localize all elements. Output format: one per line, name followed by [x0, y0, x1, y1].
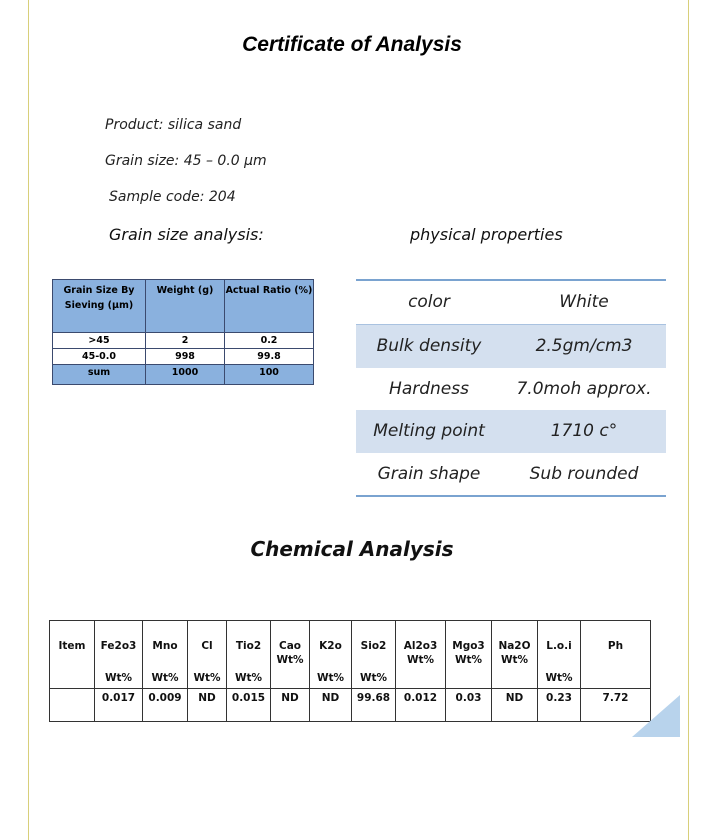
chem-col-header: Sio2: [352, 621, 396, 668]
property-row: [356, 325, 666, 368]
chem-value-cell: ND: [188, 688, 227, 721]
chem-value-cell: 0.009: [143, 688, 188, 721]
grain-cell: 998: [146, 349, 225, 365]
property-name: Grain shape: [377, 464, 481, 484]
chem-col-header: Mno: [143, 621, 188, 668]
chem-unit-cell: [271, 668, 310, 689]
chem-item-header: Item: [50, 621, 95, 668]
chemical-analysis-title: Chemical Analysis: [250, 537, 454, 561]
chem-value-cell: 0.03: [446, 688, 492, 721]
property-value: 1710 c°: [550, 421, 618, 441]
grain-analysis-label: Grain size analysis:: [109, 225, 264, 244]
grain-table-row: [53, 333, 314, 349]
chemical-analysis-table: [49, 620, 651, 722]
grain-table-sum-row: [53, 365, 314, 385]
property-row: [356, 281, 666, 324]
property-row: [356, 453, 666, 496]
grain-size-table: [52, 279, 314, 385]
grain-cell: 45-0.0: [53, 349, 146, 365]
chem-unit-cell: [446, 668, 492, 689]
grain-cell: sum: [53, 365, 146, 385]
chem-value-cell: ND: [492, 688, 538, 721]
chem-col-header: Ph: [581, 621, 651, 668]
sample-code-line: Sample code: 204: [109, 189, 236, 205]
chem-unit-cell: [396, 668, 446, 689]
property-value: Sub rounded: [529, 464, 639, 484]
chem-col-header: Cl: [188, 621, 227, 668]
grain-size-line: Grain size: 45 – 0.0 μm: [105, 153, 267, 169]
chem-unit-cell: Wt%: [227, 668, 271, 689]
chem-value-row: [50, 688, 651, 721]
chem-col-header: K2o: [310, 621, 352, 668]
grain-cell: 2: [146, 333, 225, 349]
chem-col-header: Mgo3 Wt%: [446, 621, 492, 668]
chem-value-cell: 0.015: [227, 688, 271, 721]
chem-unit-cell: Wt%: [143, 668, 188, 689]
grain-cell: 1000: [146, 365, 225, 385]
chem-unit-row: [50, 668, 651, 689]
chem-unit-cell: Wt%: [188, 668, 227, 689]
property-name: color: [408, 292, 450, 312]
property-value: White: [559, 292, 609, 312]
property-row: [356, 368, 666, 411]
chem-header-row: [50, 621, 651, 668]
chem-col-header: Fe2o3: [95, 621, 143, 668]
property-value: 2.5gm/cm3: [535, 336, 633, 356]
corner-triangle-decoration: [632, 695, 680, 737]
table-rule: [356, 495, 666, 497]
grain-cell: 99.8: [225, 349, 314, 365]
chem-value-cell: ND: [271, 688, 310, 721]
property-name: Hardness: [389, 379, 469, 399]
grain-cell: 100: [225, 365, 314, 385]
property-row: [356, 410, 666, 453]
property-name: Bulk density: [376, 336, 482, 356]
product-line: Product: silica sand: [105, 117, 242, 133]
chem-value-cell: 0.23: [538, 688, 581, 721]
chem-col-header: Na2O Wt%: [492, 621, 538, 668]
page-border-left: [28, 0, 29, 840]
chem-unit-cell: Wt%: [310, 668, 352, 689]
property-value: 7.0moh approx.: [516, 379, 652, 399]
chem-col-header: L.o.i: [538, 621, 581, 668]
chem-value-cell: 0.012: [396, 688, 446, 721]
grain-cell: >45: [53, 333, 146, 349]
chem-unit-cell: [581, 668, 651, 689]
chem-unit-cell: Wt%: [95, 668, 143, 689]
chem-unit-cell: [492, 668, 538, 689]
grain-header-cell: Grain Size By Sieving (μm): [53, 280, 146, 333]
document-title: Certificate of Analysis: [242, 33, 462, 56]
grain-table-row: [53, 349, 314, 365]
grain-table-header-row: [53, 280, 314, 333]
chem-col-header: Cao Wt%: [271, 621, 310, 668]
chem-unit-cell: Wt%: [352, 668, 396, 689]
chem-unit-cell: [50, 668, 95, 689]
grain-cell: 0.2: [225, 333, 314, 349]
chem-value-cell: 0.017: [95, 688, 143, 721]
grain-header-cell: Actual Ratio (%): [225, 280, 314, 333]
chem-unit-cell: Wt%: [538, 668, 581, 689]
chem-value-cell: 99.68: [352, 688, 396, 721]
chem-col-header: Al2o3 Wt%: [396, 621, 446, 668]
chem-value-cell: ND: [310, 688, 352, 721]
property-name: Melting point: [373, 421, 485, 441]
physical-properties-label: physical properties: [410, 225, 563, 244]
chem-col-header: Tio2: [227, 621, 271, 668]
page-border-right: [688, 0, 689, 840]
grain-header-cell: Weight (g): [146, 280, 225, 333]
chem-value-cell: 7.72: [581, 688, 651, 721]
chem-value-cell: [50, 688, 95, 721]
